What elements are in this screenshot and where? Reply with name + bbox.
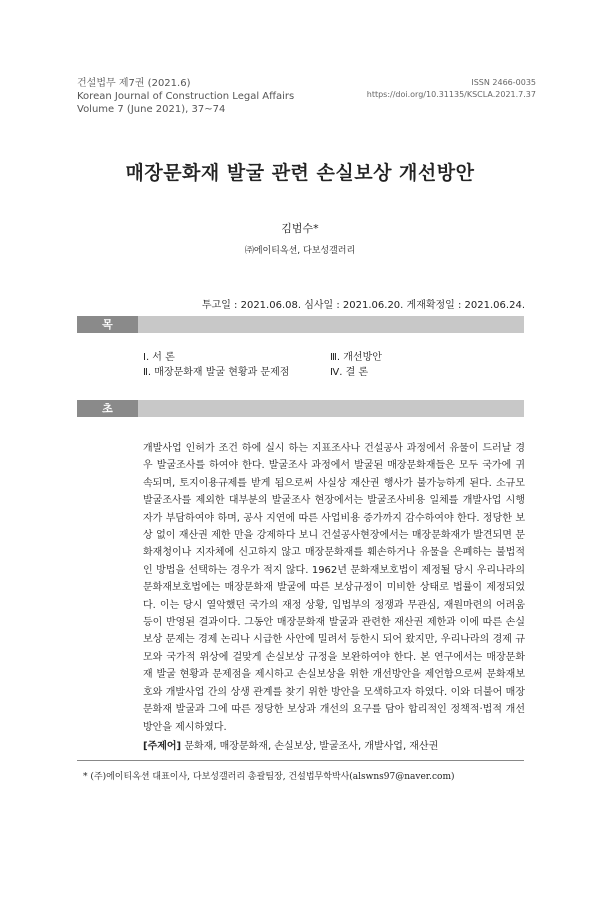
author-footnote: * (주)에이티옥션 대표이사, 다보성갤러리 총괄팀장, 건설법무학박사(alswns97@naver.com) [83, 772, 455, 782]
toc-item-4[interactable]: Ⅳ. 결 론 [330, 367, 369, 378]
journal-name-korean: 건설법무 제7권 (2021.6) [77, 78, 191, 89]
toc-item-2[interactable]: Ⅱ. 매장문화재 발굴 현황과 문제점 [143, 367, 290, 378]
toc-item-3[interactable]: Ⅲ. 개선방안 [330, 352, 382, 363]
abstract-section-bar [77, 400, 524, 432]
abstract-section-label: 초 록 [77, 400, 138, 417]
keywords-label: [주제어] [143, 741, 182, 752]
author-affiliation: ㈜에이티옥션, 다보성갤러리 [244, 246, 356, 256]
submission-dates: 투고일 : 2021.06.08. 심사일 : 2021.06.20. 게재확정일 : 2021.06.24. [201, 300, 525, 311]
toc-item-1[interactable]: Ⅰ. 서 론 [143, 352, 175, 363]
journal-identifiers [367, 77, 536, 101]
toc-section-bar [77, 316, 524, 348]
paper-title: 매장문화재 발굴 관련 손실보상 개선방안 [125, 162, 475, 184]
toc-section-label: 목 차 [77, 316, 138, 333]
keywords [143, 737, 525, 752]
journal-header [77, 77, 294, 116]
abstract-text: 개발사업 인허가 조건 하에 실시 하는 지표조사나 건설공사 과정에서 유물이 드러날 경우 발굴조사를 하여야 한다. 발굴조사 과정에서 발굴된 매장문화재들은 모두 국가에 귀속되며, 토지이용규제를 받게 됨으로써 사실상 재산권 행사가 불가능하게 된다. 소규모 발굴조사를 제외한 대부분의 발굴조사 현장에서는 발굴조사비용 일체를 개발사업 시행자가 부담하여야 하며, 공사 지연에 따른 사업비용 증가까지 감수하여야 한다. 정당한 보상 없이 재산권 제한 만을 강제하다 보니 건설공사현장에서는 매장문화재가 발견되면 문화재청이나 지자체에 신고하지 않고 매장문화재를 훼손하거나 유물을 은폐하는 불법적인 방법을 선택하는 경우가 적지 않다. 1962년 문화재보호법이 제정될 당시 우리나라의 문화재보호법에는 매장문화재 발굴에 따른 보상규정이 미비한 상태로 법률이 제정되었다. 이는 당시 열악했던 국가의 재정 상황, 입법부의 정쟁과 무관심, 재원마련의 어려움 등이 반영된 결과이다. 그동안 매장문화재 발굴과 관련한 재산권 제한과 이에 따른 손실보상 문제는 경제 논리나 시급한 사안에 밀려서 등한시 되어 왔지만, 우리나라의 경제 규모와 국가적 위상에 걸맞게 손실보상 규정을 보완하여야 한다. 본 연구에서는 매장문화재 발굴 현황과 문제점을 제시하고 손실보상을 위한 개선방안을 제언함으로써 문화재보호와 개발사업 간의 상생 관계를 찾기 위한 방안을 모색하고자 하였다. 이와 더불어 매장문화재 발굴과 그에 따른 정당한 보상과 개선의 요구를 담아 합리적인 정책적·법적 개선방안을 제시하였다. [143, 443, 525, 733]
author-name: 김범수* [281, 222, 319, 235]
issn: ISSN 2466-0035 [471, 78, 536, 87]
journal-volume: Volume 7 (June 2021), 37~74 [77, 104, 226, 115]
doi-link[interactable]: https://doi.org/10.31135/KSCLA.2021.7.37 [366, 90, 536, 99]
keywords-value: 문화재, 매장문화재, 손실보상, 발굴조사, 개발사업, 재산권 [184, 741, 439, 752]
footnote-divider [77, 760, 524, 761]
journal-name-english: Korean Journal of Construction Legal Affairs [77, 91, 295, 102]
